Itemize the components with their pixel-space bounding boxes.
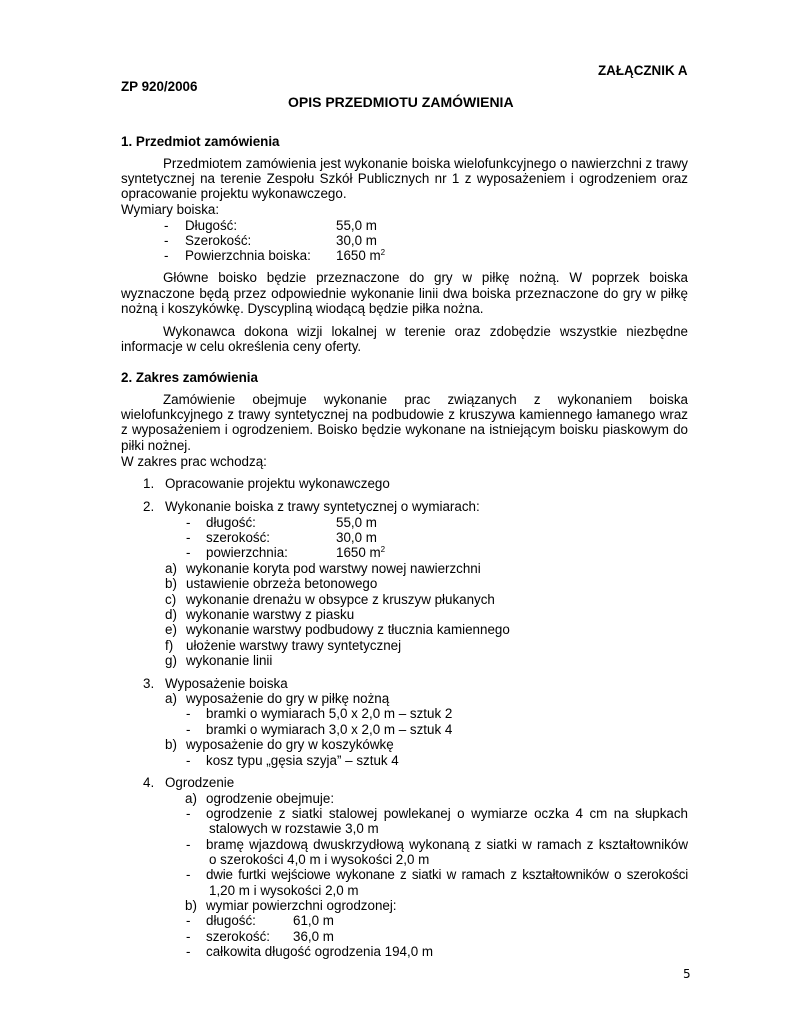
page-title: OPIS PRZEDMIOTU ZAMÓWIENIA <box>288 94 514 110</box>
sub-item: wyposażenie do gry w piłkę nożną <box>186 691 390 706</box>
dim-label-area: Powierzchnia boiska: <box>185 248 311 263</box>
fence-item-cont: o szerokości 4,0 m i wysokości 2,0 m <box>209 852 430 867</box>
sub-letter: b) <box>165 737 177 752</box>
dim-label: szerokość: <box>206 929 270 944</box>
dim-dash: - <box>186 706 191 721</box>
s1-p1-line-2: syntetycznej na terenie Zespołu Szkół Publicznych nr 1 z wyposażeniem i ogrodzeniem oraz <box>121 171 688 186</box>
equipment-item: kosz typu „gęsia szyja” – sztuk 4 <box>206 753 399 768</box>
s1-p2-line-1: Główne boisko będzie przeznaczone do gry w piłkę nożną. W poprzek boiska <box>163 270 688 285</box>
dim-dash: - <box>164 248 169 263</box>
dim-label: długość: <box>206 515 256 530</box>
list-number: 4. <box>143 775 155 790</box>
list-number: 3. <box>143 676 155 691</box>
sub-item: wykonanie warstwy z piasku <box>186 607 355 622</box>
scope-intro: W zakres prac wchodzą: <box>121 454 267 469</box>
dim-dash: - <box>186 944 191 959</box>
s1-p3-line-1: Wykonawca dokona wizji lokalnej w terenie oraz zdobędzie wszystkie niezbędne <box>163 324 688 339</box>
fence-item-cont: stalowych w rozstawie 3,0 m <box>209 821 379 836</box>
sub-item: wykonanie warstwy podbudowy z tłucznia kamiennego <box>186 622 510 637</box>
dim-dash: - <box>164 218 169 233</box>
dim-dash: - <box>186 530 191 545</box>
section-1-heading: 1. Przedmiot zamówienia <box>121 134 280 149</box>
sub-letter: a) <box>165 691 177 706</box>
s2-p1-line-3: z wyposażeniem i ogrodzeniem. Boisko będzie wykonane na istniejącym boisku piaskowym do <box>121 422 688 437</box>
sub-letter: f) <box>165 638 174 653</box>
s1-p2-line-3: nożną i koszykówkę. Dyscypliną wiodącą będzie piłka nożna. <box>121 301 484 316</box>
dim-value: 55,0 m <box>336 515 377 530</box>
dim-label-length: Długość: <box>185 218 238 233</box>
list-number: 1. <box>143 476 155 491</box>
dim-dash: - <box>186 806 191 821</box>
fence-item: bramę wjazdową dwuskrzydłową wykonaną z siatki w ramach z kształtowników <box>206 837 688 852</box>
dim-dash: - <box>164 233 169 248</box>
list-item: Wyposażenie boiska <box>165 676 288 691</box>
section-2-heading: 2. Zakres zamówienia <box>121 370 258 385</box>
list-item: Ogrodzenie <box>165 775 235 790</box>
fence-item: ogrodzenie z siatki stalowej powlekanej o wymiarze oczka 4 cm na słupkach <box>206 806 688 821</box>
sub-item: ogrodzenie obejmuje: <box>206 791 335 806</box>
dim-dash: - <box>186 913 191 928</box>
list-item: Wykonanie boiska z trawy syntetycznej o wymiarach: <box>165 499 480 514</box>
sub-letter: b) <box>185 898 197 913</box>
dim-value: 1650 $m^2$ <box>336 545 386 560</box>
s1-p2-line-2: wyznaczone będą przez odpowiednie wykonanie linii dwa boiska przeznaczone do gry w piłkę <box>121 286 688 301</box>
dim-value: 61,0 m <box>293 913 334 928</box>
sub-item: ułożenie warstwy trawy syntetycznej <box>186 638 402 653</box>
sub-letter: g) <box>165 653 177 668</box>
sub-item: wymiar powierzchni ogrodzonej: <box>206 898 397 913</box>
attachment-label: ZAŁĄCZNIK A <box>598 63 688 78</box>
dim-value: 30,0 m <box>336 530 377 545</box>
list-item: Opracowanie projektu wykonawczego <box>165 476 390 491</box>
reference-number: ZP 920/2006 <box>121 79 198 94</box>
dim-dash: - <box>186 722 191 737</box>
s1-p1-line-3: opracowanie projektu wykonawczego. <box>121 186 347 201</box>
sub-letter: b) <box>165 576 177 591</box>
dimensions-label: Wymiary boiska: <box>121 202 220 217</box>
s2-p1-line-1: Zamówienie obejmuje wykonanie prac związanych z wykonaniem boiska <box>163 392 688 407</box>
dim-dash: - <box>186 867 191 882</box>
s2-p1-line-4: piłki nożnej. <box>121 438 191 453</box>
sub-letter: e) <box>165 622 177 637</box>
dim-dash: - <box>186 753 191 768</box>
sub-letter: a) <box>185 791 197 806</box>
equipment-item: bramki o wymiarach 5,0 x 2,0 m – sztuk 2 <box>206 706 453 721</box>
sub-item: wykonanie linii <box>186 653 273 668</box>
s1-p1-line-1: Przedmiotem zamówienia jest wykonanie boiska wielofunkcyjnego o nawierzchni z trawy <box>163 156 688 171</box>
sub-letter: d) <box>165 607 177 622</box>
dim-value-width: 30,0 m <box>336 233 377 248</box>
sub-item: wyposażenie do gry w koszykówkę <box>186 737 394 752</box>
sub-letter: c) <box>165 592 177 607</box>
dim-value-area: 1650 $m^2$ <box>336 248 386 263</box>
dim-dash: - <box>186 545 191 560</box>
dim-dash: - <box>186 515 191 530</box>
fence-item-cont: 1,20 m i wysokości 2,0 m <box>209 883 359 898</box>
dim-dash: - <box>186 837 191 852</box>
page-number: 5 <box>683 967 691 981</box>
s2-p1-line-2: wielofunkcyjnego z trawy syntetycznej na podbudowie z kruszywa kamiennego łamanego wraz <box>121 407 688 422</box>
dim-label: szerokość: <box>206 530 270 545</box>
list-number: 2. <box>143 499 155 514</box>
sub-letter: a) <box>165 561 177 576</box>
fence-item: dwie furtki wejściowe wykonane z siatki w ramach z kształtowników o szerokości <box>206 867 688 882</box>
s1-p3-line-2: informacje w celu określenia ceny oferty. <box>121 339 362 354</box>
fence-total: całkowita długość ogrodzenia 194,0 m <box>206 944 434 959</box>
dim-label: powierzchnia: <box>206 545 288 560</box>
equipment-item: bramki o wymiarach 3,0 x 2,0 m – sztuk 4 <box>206 722 453 737</box>
sub-item: wykonanie koryta pod warstwy nowej nawierzchni <box>186 561 481 576</box>
dim-label-width: Szerokość: <box>185 233 252 248</box>
dim-value-length: 55,0 m <box>336 218 377 233</box>
sub-item: ustawienie obrzeża betonowego <box>186 576 378 591</box>
dim-dash: - <box>186 929 191 944</box>
sub-item: wykonanie drenażu w obsypce z kruszyw płukanych <box>186 592 495 607</box>
dim-value: 36,0 m <box>293 929 334 944</box>
dim-label: długość: <box>206 913 256 928</box>
